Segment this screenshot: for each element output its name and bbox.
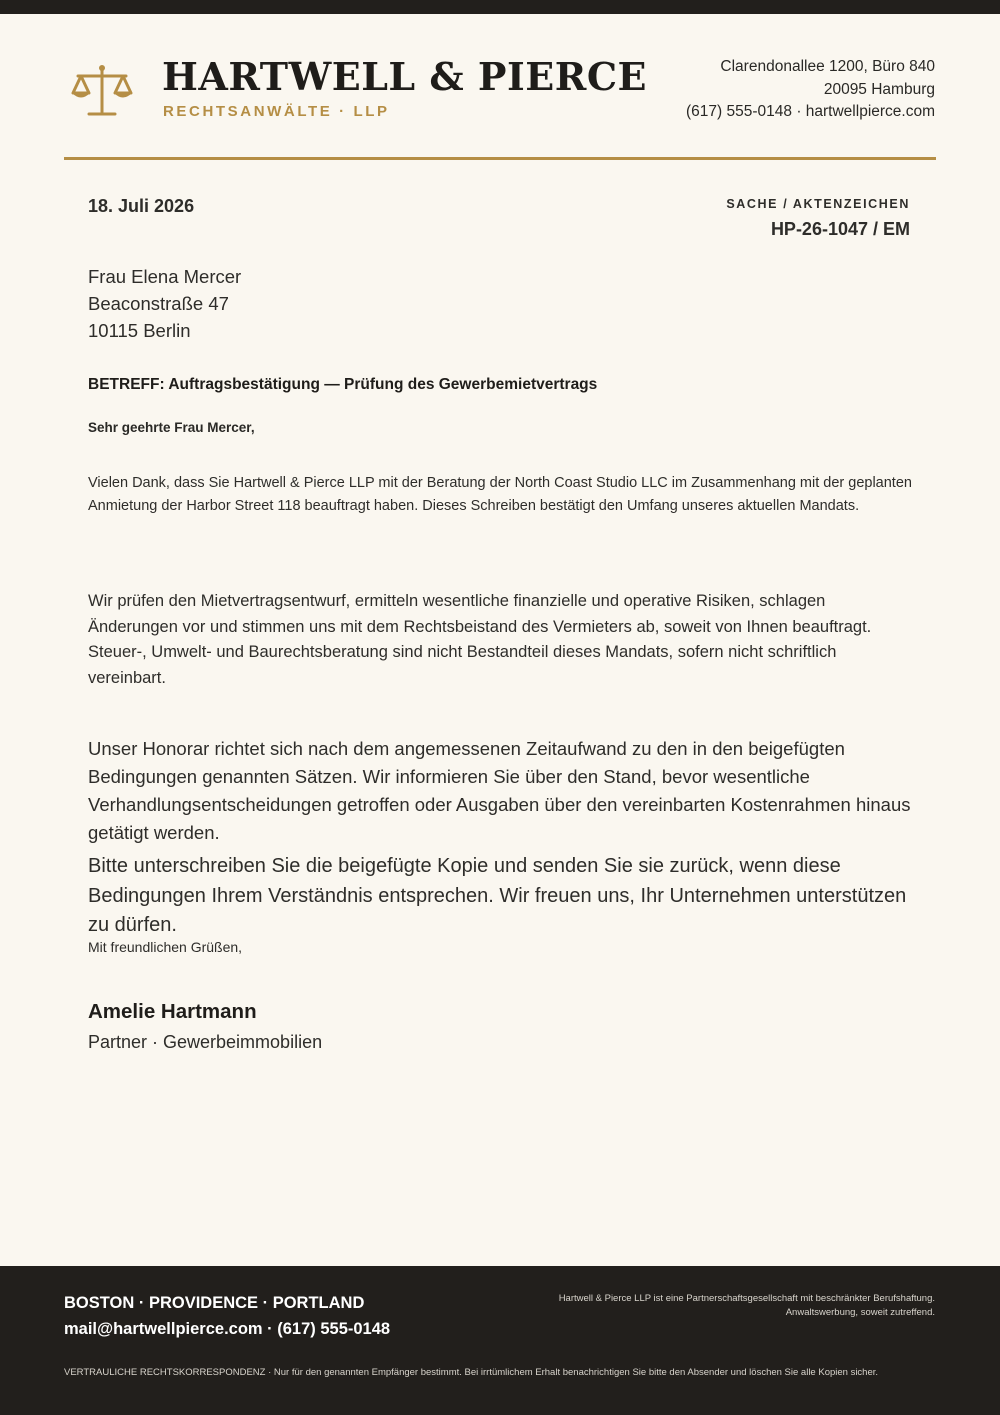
- subject-line: BETREFF: Auftragsbestätigung — Prüfung des Gewerbemietvertrags: [88, 376, 598, 393]
- firm-name: HARTWELL & PIERCE: [162, 54, 648, 99]
- legal-line: Hartwell & Pierce LLP ist eine Partnerschaftsgesellschaft mit beschränkter Berufshaftung.: [558, 1293, 935, 1304]
- reference-label: SACHE / AKTENZEICHEN: [726, 197, 910, 211]
- reference-value: HP-26-1047 / EM: [770, 219, 910, 239]
- recipient-name: Frau Elena Mercer: [88, 266, 242, 287]
- recipient-address: [88, 263, 241, 344]
- confidentiality-notice: VERTRAULICHE RECHTSKORRESPONDENZ · Nur für den genannten Empfänger bestimmt. Bei irrtümlichem Erhalt benachrichtigen Sie bitte den Absender und löschen Sie alle Kopien sicher.: [64, 1367, 879, 1378]
- top-bar: [0, 0, 1000, 14]
- footer-legal: [559, 1292, 935, 1320]
- salutation: Sehr geehrte Frau Mercer,: [88, 420, 255, 435]
- recipient-street: Beaconstraße 47: [88, 293, 229, 314]
- body-paragraph: Bitte unterschreiben Sie die beigefügte Kopie und senden Sie sie zurück, wenn diese Bedingungen Ihrem Verständnis entsprechen. Wir freuen uns, Ihr Unternehmen unterstützen zu dürfen.: [88, 855, 907, 936]
- signatory-name: Amelie Hartmann: [88, 1000, 257, 1023]
- address-line: Clarendonallee 1200, Büro 840: [720, 58, 935, 75]
- contact-line: (617) 555-0148 · hartwellpierce.com: [686, 103, 935, 120]
- firm-address: [686, 56, 935, 124]
- scales-of-justice-icon: [70, 62, 134, 120]
- header-divider: [64, 157, 936, 160]
- letter-date: 18. Juli 2026: [88, 196, 195, 216]
- body-paragraph: Vielen Dank, dass Sie Hartwell & Pierce LLP mit der Beratung der North Coast Studio LLC im Zusammenhang mit der geplanten Anmietung der Harbor Street 118 beauftragt haben. Dieses Schreiben bestätigt den Umfang unseres aktuellen Mandats.: [88, 475, 912, 514]
- body-paragraph: Wir prüfen den Mietvertragsentwurf, ermitteln wesentliche finanzielle und operative Risiken, schlagen Änderungen vor und stimmen uns mit dem Rechtsbeistand des Vermieters ab, soweit von Ihnen beauftragt. Steuer-, Umwelt- und Baurechtsberatung sind nicht Bestandteil dieses Mandats, sofern nicht schriftlich vereinbart.: [88, 592, 872, 687]
- legal-line: Anwaltswerbung, soweit zutreffend.: [785, 1307, 935, 1318]
- footer-cities: BOSTON · PROVIDENCE · PORTLAND: [64, 1294, 365, 1312]
- footer: [0, 1266, 1000, 1415]
- closing: Mit freundlichen Grüßen,: [88, 939, 243, 955]
- body-paragraph: Unser Honorar richtet sich nach dem angemessenen Zeitaufwand zu den in den beigefügten Bedingungen genannten Sätzen. Wir informieren Sie über den Stand, bevor wesentliche Verhandlungsentscheidungen getroffen oder Ausgaben über den vereinbarten Kostenrahmen hinaus getätigt werden.: [88, 738, 911, 843]
- signatory-title: Partner · Gewerbeimmobilien: [88, 1032, 323, 1052]
- address-line: 20095 Hamburg: [823, 80, 935, 98]
- recipient-city: 10115 Berlin: [88, 320, 191, 341]
- firm-subtitle: RECHTSANWÄLTE · LLP: [163, 103, 390, 120]
- footer-contact: mail@hartwellpierce.com · (617) 555-0148: [64, 1320, 391, 1338]
